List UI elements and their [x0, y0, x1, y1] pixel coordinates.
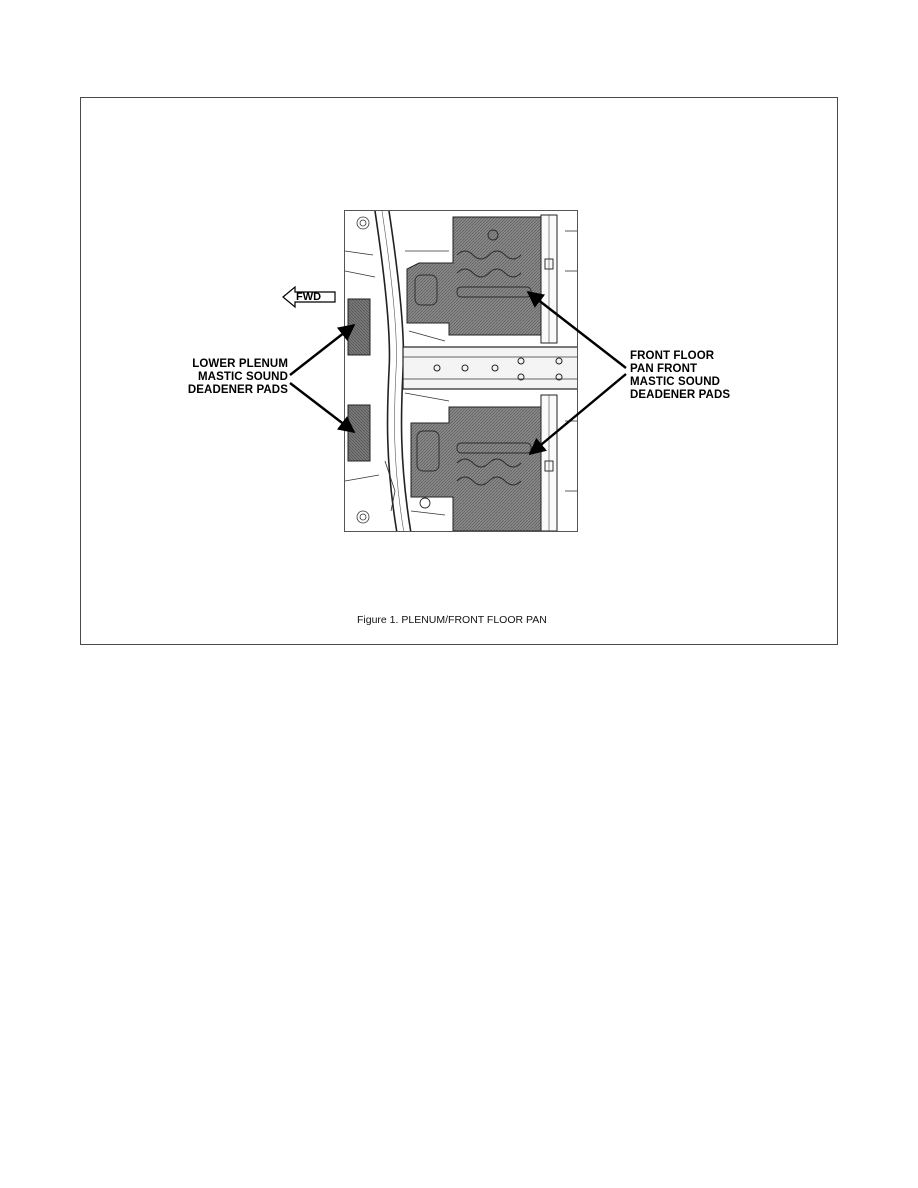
- lower-plenum-callout: LOWER PLENUM MASTIC SOUND DEADENER PADS: [187, 358, 288, 396]
- leader-floor-pan-upper: [528, 292, 626, 368]
- leader-lower-plenum-lower: [290, 383, 354, 432]
- fwd-label: FWD: [296, 291, 322, 303]
- figure-caption: Figure 1. PLENUM/FRONT FLOOR PAN: [357, 614, 547, 626]
- floor-pan-callout: FRONT FLOOR PAN FRONT MASTIC SOUND DEADENER PADS: [630, 350, 731, 401]
- leader-floor-pan-lower: [530, 374, 626, 454]
- leader-lower-plenum-upper: [290, 325, 354, 375]
